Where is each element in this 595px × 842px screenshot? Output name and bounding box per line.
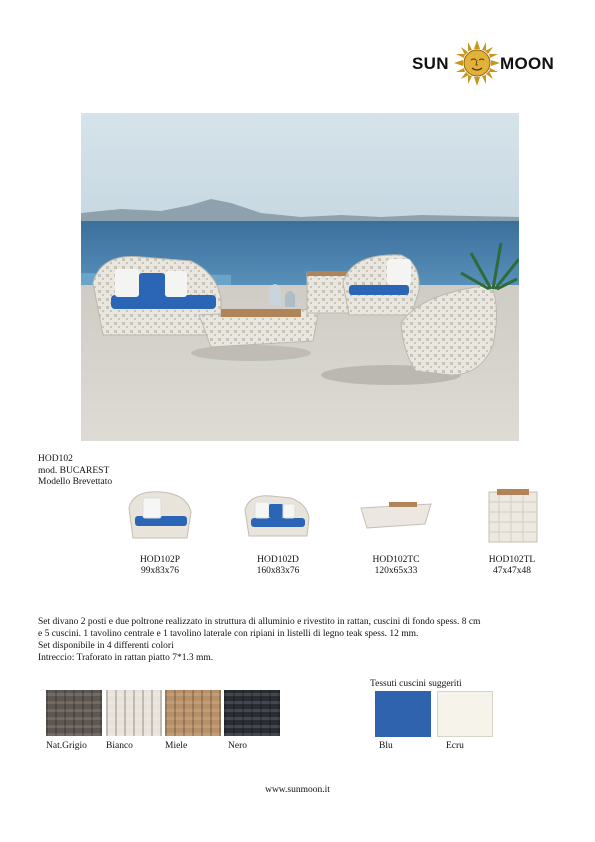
description-line: Intreccio: Traforato in rattan piatto 7*1.3 mm. bbox=[38, 653, 214, 663]
coffee-table-thumbnail bbox=[359, 486, 433, 544]
hero-photo bbox=[81, 113, 519, 441]
fabrics-title: Tessuti cuscini suggeriti bbox=[370, 679, 462, 689]
product-item bbox=[470, 486, 554, 578]
sofa-thumbnail bbox=[241, 486, 315, 544]
product-code: HOD102 bbox=[38, 454, 73, 464]
description-line: Set disponibile in 4 differenti colori bbox=[38, 641, 174, 651]
item-size: 120x65x33 bbox=[374, 566, 418, 576]
product-model: mod. BUCAREST bbox=[38, 465, 110, 476]
product-description bbox=[38, 616, 558, 664]
swatch-label: Nat.Grigio bbox=[46, 741, 87, 751]
fabric-label: Ecru bbox=[446, 741, 464, 751]
swatch-nat-grigio bbox=[46, 690, 102, 736]
item-code: HOD102P bbox=[139, 554, 181, 565]
item-size: 47x47x48 bbox=[493, 566, 531, 576]
description-line: e 5 cuscini. 1 tavolino centrale e 1 tavolino laterale con ripiani in listelli di legno teak spess. 12 mm. bbox=[38, 629, 419, 639]
item-size: 99x83x76 bbox=[141, 566, 179, 576]
product-item bbox=[352, 486, 440, 578]
description-line: Set divano 2 posti e due poltrone realizzato in struttura di alluminio e rivestito in rattan, cuscini di fondo spess. 8 cm bbox=[38, 617, 481, 627]
swatch-label: Miele bbox=[165, 741, 188, 751]
armchair-thumbnail bbox=[123, 486, 197, 544]
brand-logo bbox=[408, 40, 553, 88]
sun-moon-emblem-icon bbox=[454, 40, 500, 86]
swatch-bianco bbox=[106, 690, 162, 736]
logo-moon-word: MOON bbox=[500, 54, 555, 73]
fabric-label: Blu bbox=[379, 741, 393, 751]
item-code: HOD102TL bbox=[488, 554, 536, 565]
side-table-thumbnail bbox=[475, 486, 549, 544]
product-info bbox=[38, 454, 112, 489]
fabric-swatch-ecru bbox=[437, 691, 493, 737]
product-item bbox=[236, 486, 320, 578]
swatch-nero bbox=[224, 690, 280, 736]
swatch-label: Nero bbox=[228, 741, 247, 751]
logo-sun-word: SUN bbox=[412, 54, 449, 73]
item-code: HOD102D bbox=[257, 554, 299, 565]
product-patent: Modello Brevettato bbox=[38, 477, 113, 487]
swatch-label: Bianco bbox=[106, 741, 133, 751]
website-url: www.sunmoon.it bbox=[265, 785, 330, 795]
fabric-swatch-blu bbox=[375, 691, 431, 737]
item-code: HOD102TC bbox=[372, 554, 420, 565]
item-size: 160x83x76 bbox=[256, 566, 300, 576]
swatch-miele bbox=[165, 690, 221, 736]
product-item bbox=[118, 486, 202, 578]
